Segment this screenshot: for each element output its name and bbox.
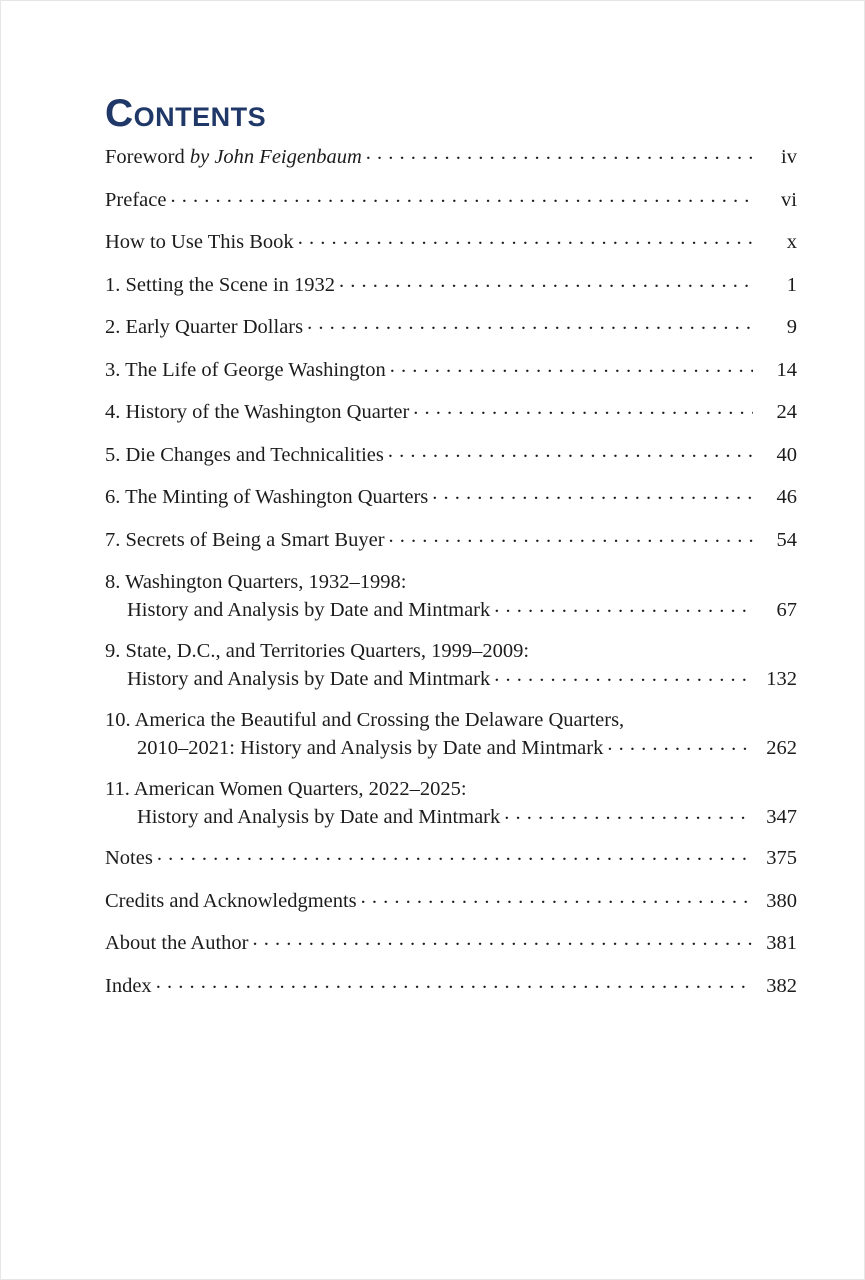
toc-entry-title: Foreword by John Feigenbaum xyxy=(105,146,362,168)
toc-entry-title: Index xyxy=(105,974,152,997)
toc-entry-title: Notes xyxy=(105,847,153,869)
toc-entry-title: 1. Setting the Scene in 1932 xyxy=(105,273,336,296)
toc-entry-page: 380 xyxy=(766,889,797,912)
toc-entry-title: 2. Early Quarter Dollars xyxy=(105,316,304,338)
toc-entry-page: 1 xyxy=(786,273,797,296)
toc-entry-chapter-10 xyxy=(105,706,797,762)
toc-entry-title: About the Author xyxy=(105,932,249,954)
toc-entry-credits xyxy=(105,887,797,915)
toc-entry-title-line2: History and Analysis by Date and Mintmark xyxy=(137,806,501,828)
toc-entry-page: 14 xyxy=(776,358,797,381)
toc-entry-chapter-3 xyxy=(105,356,797,384)
toc-entry-title: 7. Secrets of Being a Smart Buyer xyxy=(105,528,385,551)
toc-entry-page: 381 xyxy=(766,932,797,954)
dot-leader xyxy=(504,803,753,823)
dot-leader xyxy=(298,228,753,248)
toc-entry-page: 67 xyxy=(776,599,797,621)
toc-entry-title-line1: 11. American Women Quarters, 2022–2025: xyxy=(105,778,467,800)
page-title: Contents xyxy=(105,92,267,135)
toc-entry-title-line2: 2010–2021: History and Analysis by Date and Mintmark xyxy=(137,737,604,759)
toc-entry-notes xyxy=(105,844,797,872)
dot-leader xyxy=(366,143,753,163)
toc-entry-title-line2: History and Analysis by Date and Mintmark xyxy=(127,599,491,621)
toc-entry-page: 132 xyxy=(766,668,797,690)
toc-entry-chapter-6 xyxy=(105,483,797,511)
dot-leader xyxy=(157,844,753,864)
toc-entry-page: 46 xyxy=(776,486,797,508)
dot-leader xyxy=(390,356,753,376)
dot-leader xyxy=(607,734,753,754)
toc-entry-title: 5. Die Changes and Technicalities xyxy=(105,443,384,466)
dot-leader xyxy=(388,441,753,461)
toc-entry-chapter-7 xyxy=(105,526,797,554)
toc-entry-chapter-8 xyxy=(105,568,797,624)
dot-leader xyxy=(156,972,753,992)
toc-entry-chapter-5 xyxy=(105,441,797,469)
dot-leader xyxy=(170,186,753,206)
toc-entry-title-line1: 10. America the Beautiful and Crossing the Delaware Quarters, xyxy=(105,709,625,731)
toc-entry-page: 40 xyxy=(776,443,797,466)
toc-entry-page: 347 xyxy=(766,806,797,828)
toc-entry-page: 54 xyxy=(776,528,797,551)
toc-entry-title-line1: 9. State, D.C., and Territories Quarters, 1999–2009: xyxy=(105,640,530,662)
toc-entry-title-line2: History and Analysis by Date and Mintmark xyxy=(127,668,491,690)
toc-entry-page: iv xyxy=(781,146,797,168)
toc-entry-page: x xyxy=(786,231,797,253)
toc-entry-about-author xyxy=(105,929,797,957)
dot-leader xyxy=(253,929,754,949)
toc-entry-foreword xyxy=(105,143,797,171)
toc-entry-title: 3. The Life of George Washington xyxy=(105,358,386,381)
toc-entry-title: 6. The Minting of Washington Quarters xyxy=(105,486,429,508)
dot-leader xyxy=(339,271,753,291)
toc-entry-page: 262 xyxy=(766,737,797,759)
toc-entry-preface xyxy=(105,186,797,214)
toc-entry-title: Credits and Acknowledgments xyxy=(105,889,357,912)
toc-entry-index xyxy=(105,972,797,1000)
toc-entry-chapter-2 xyxy=(105,313,797,341)
toc-entry-chapter-4 xyxy=(105,398,797,426)
toc-entry-page: vi xyxy=(781,188,797,211)
toc-entry-page: 24 xyxy=(776,401,797,423)
toc-entry-chapter-9 xyxy=(105,637,797,693)
toc-entry-title-line1: 8. Washington Quarters, 1932–1998: xyxy=(105,571,407,593)
dot-leader xyxy=(361,887,753,907)
toc-entry-author: by John Feigenbaum xyxy=(189,146,362,168)
toc-entry-title: How to Use This Book xyxy=(105,231,294,253)
toc-entry-chapter-1 xyxy=(105,271,797,299)
toc-entry-how-to-use xyxy=(105,228,797,256)
toc-entry-page: 375 xyxy=(766,847,797,869)
table-of-contents xyxy=(105,143,797,1014)
dot-leader xyxy=(432,483,753,503)
dot-leader xyxy=(389,526,753,546)
dot-leader xyxy=(494,665,753,685)
toc-entry-title: Preface xyxy=(105,188,167,211)
toc-entry-page: 382 xyxy=(766,974,797,997)
dot-leader xyxy=(413,398,753,418)
dot-leader xyxy=(307,313,753,333)
toc-entry-page: 9 xyxy=(786,316,797,338)
toc-entry-chapter-11 xyxy=(105,775,797,831)
toc-entry-title: 4. History of the Washington Quarter xyxy=(105,401,410,423)
dot-leader xyxy=(494,596,753,616)
